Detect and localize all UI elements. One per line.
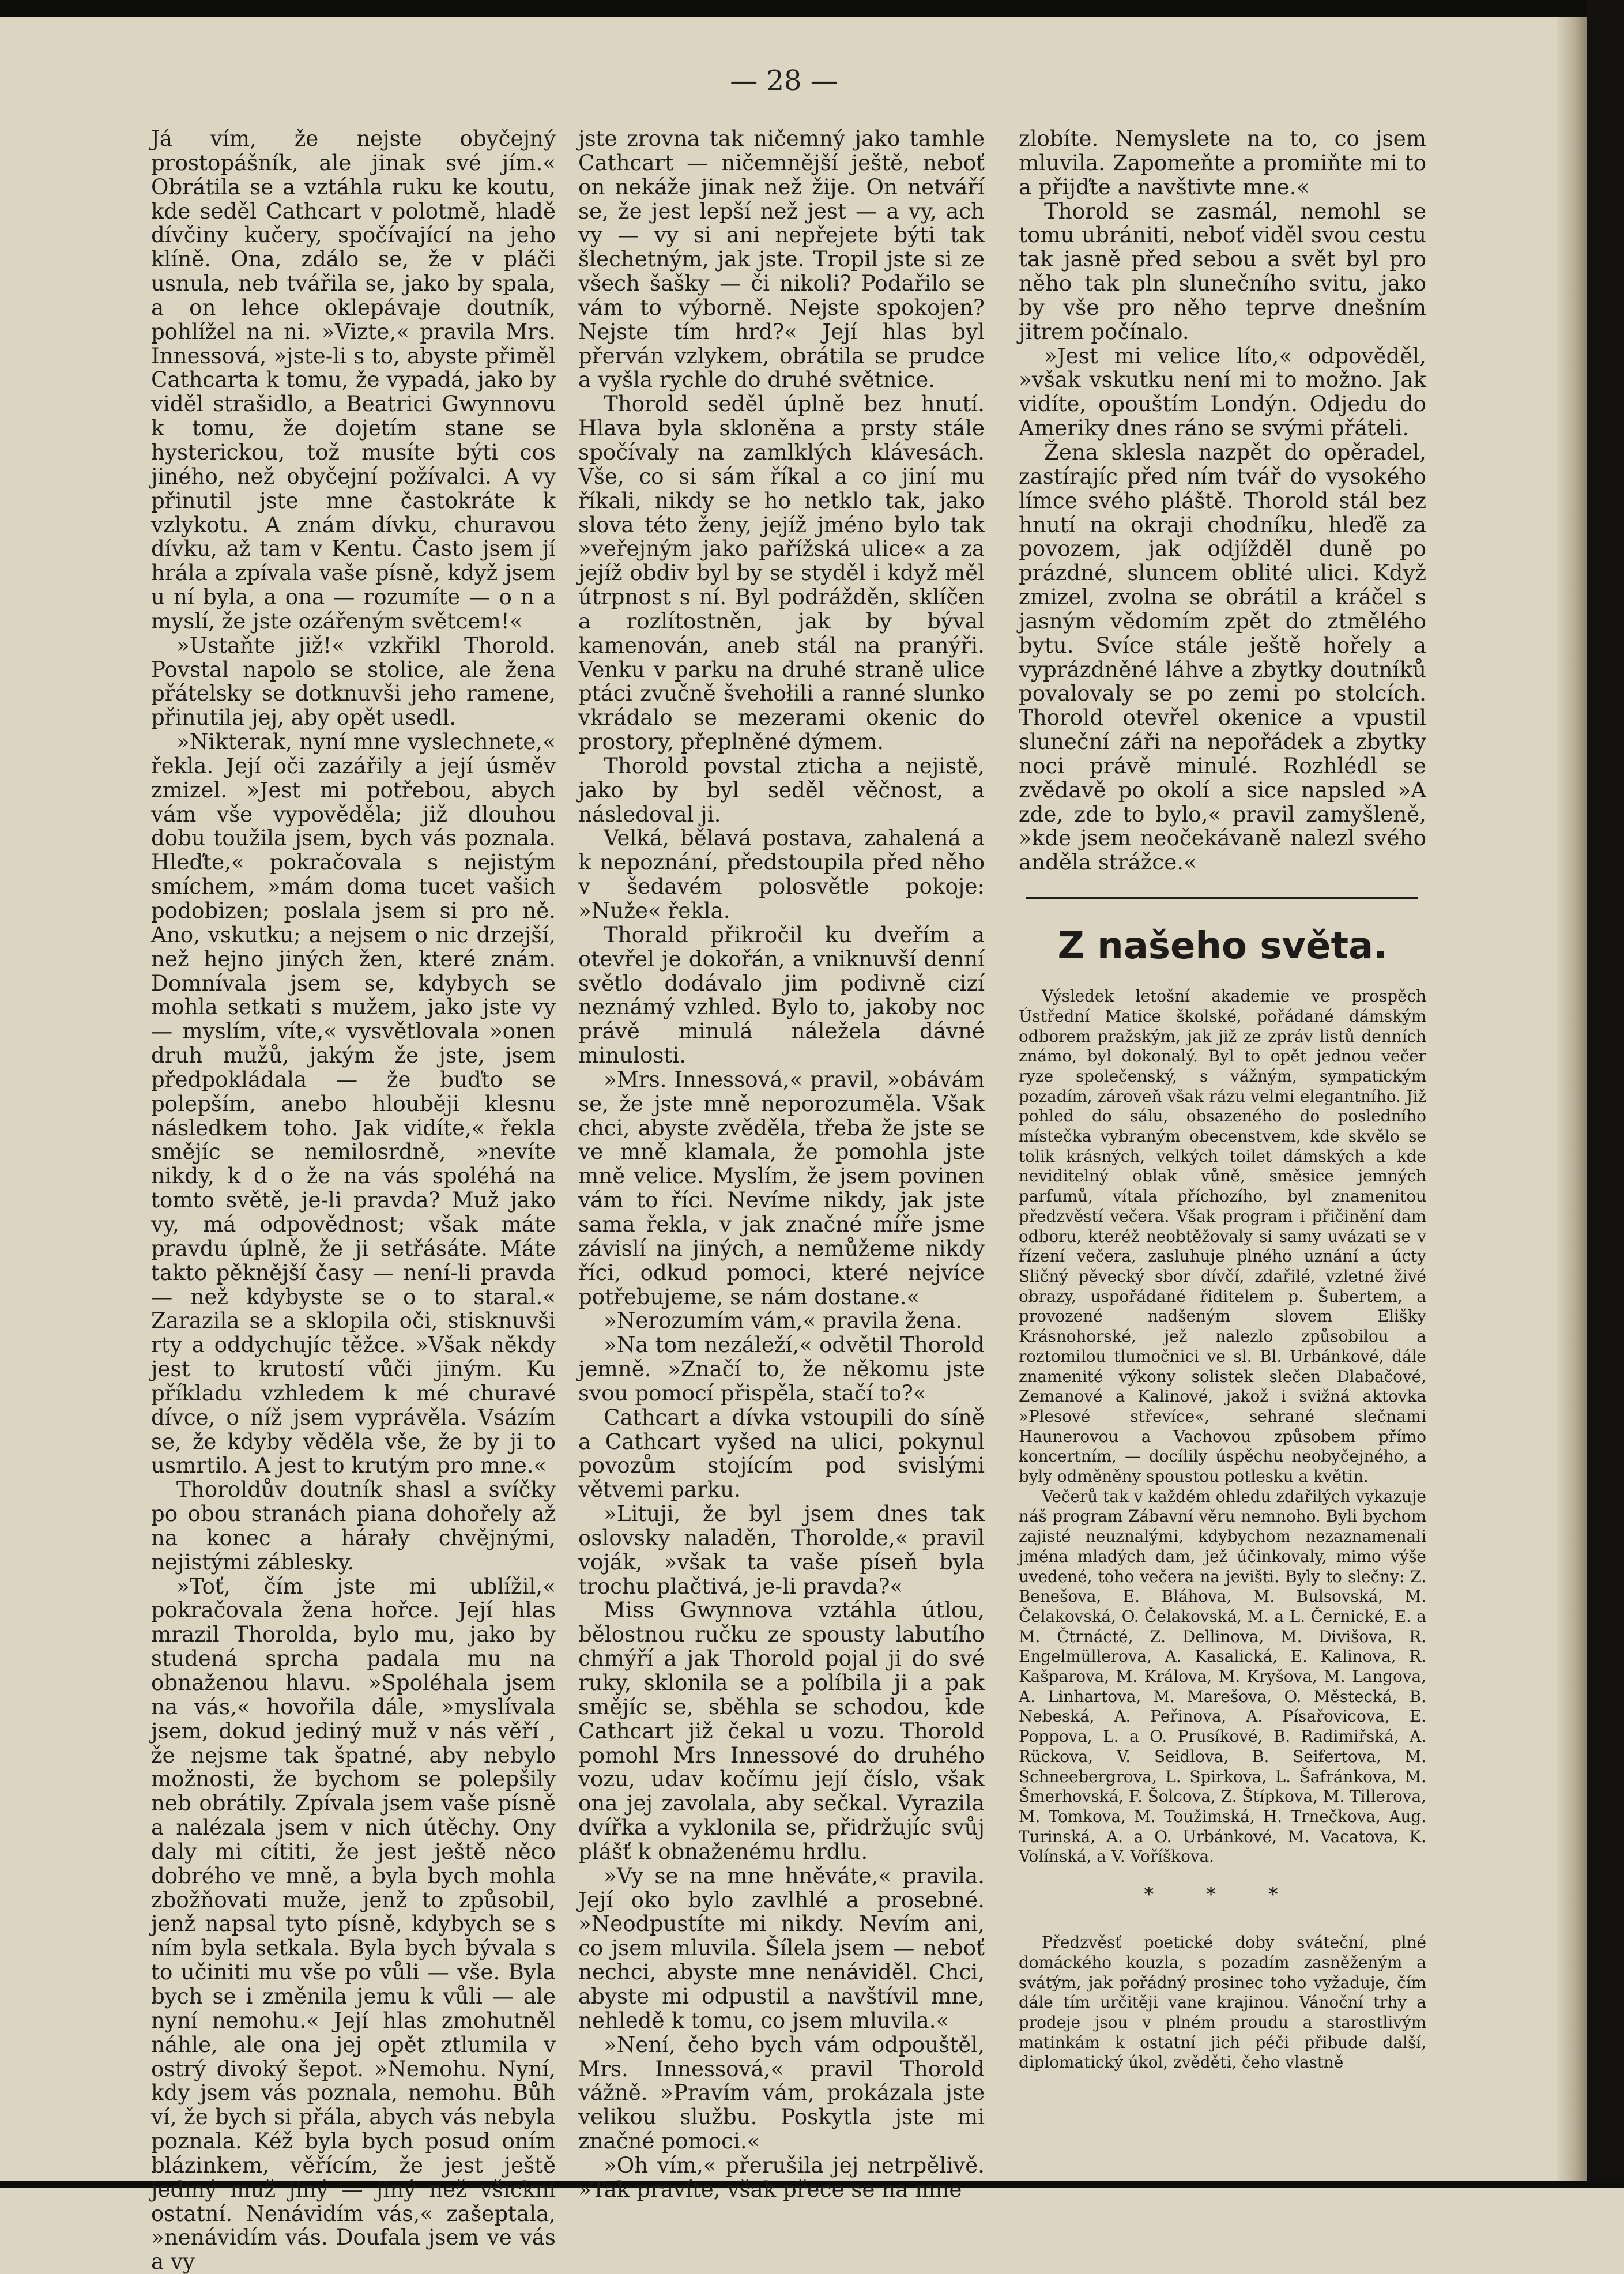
paragraph: Thoroldův doutník shasl a svíčky po obou stranách piana dohořely až na konec a hárały chvějnými, nejistými záblesky.	[151, 1477, 556, 1575]
paragraph: Žena sklesla nazpět do opěradel, zastírajíc před ním tvář do vysokého límce svého pláště. Thorold stál bez hnutí na okraji chodníku, hleďě za povozem, jak odjížděl duně po prázdné, sluncem oblité ulici. Když zmizel, zvolna se obrátil a kráčel s jasným vědomím zpět do ztmělého bytu. Svíce stále ještě hořely a vyprázdněné láhve a zbytky doutníků povalovaly se po zemi po stolcích. Thorold otevřel okenice a vpustil sluneční záři na nepořádek a zbytky noci právě minulé. Rozhlédl se zvědavě po okolí a sice napsled »A zde, zde to bylo,« pravil zamyšleně, »kde jsem neočekávaně nalezl svého anděla strážce.«	[1019, 439, 1426, 875]
paragraph: jste zrovna tak ničemný jako tamhle Cathcart — ničemnější ještě, neboť on nekáže jinak než žije. On netváří se, že jest lepší než jest — a vy, ach vy — vy si ani nepřejete býti tak šlechetným, jak jste. Tropil jste si ze všech šašky — či nikoli? Podařilo se vám to výborně. Nejste spokojen? Nejste tím hrd?« Její hlas byl přerván vzlykem, obrátila se prudce a vyšla rychle do druhé světnice.	[578, 126, 985, 393]
paragraph: Thorold povstal zticha a nejistě, jako by byl seděl věčnost, a následoval ji.	[578, 752, 985, 827]
asterism-separator: * * *	[1144, 1883, 1301, 1907]
section-body	[1019, 987, 1426, 2073]
page-number: — 28 —	[730, 65, 838, 97]
paragraph: Já vím, že nejste obyčejný prostopášník, ale jinak své jím.« Obrátila se a vztáhla ruku ke koutu, kde seděl Cathcart v polotmě, hladě dívčiny kučery, spočívající na jeho klíně. Ona, zdálo se, že v pláči usnula, neb tvářila se, jako by spala, a on lehce oklepávaje doutník, pohlížel na ni. »Vizte,« pravila Mrs. Innessová, »jste-li s to, abyste přiměl Cathcarta k tomu, že vypadá, jako by viděl strašidlo, a Beatrici Gwynnovu k tomu, že dojetím stane se hysterickou, tož musíte býti cos jiného, než obyčejní požívalci. A vy přinutil jste mne častokráte k vzlykotu. A znám dívku, churavou dívku, až tam v Kentu. Často jsem jí hrála a zpívala vaše písně, když jsem u ní byla, a ona — rozumíte — o n a myslí, že jste ozářeným světcem!«	[151, 126, 556, 634]
section-heading: Z našeho světa.	[1057, 925, 1388, 968]
scan-top-border	[0, 0, 1624, 17]
paragraph: Thorold seděl úplně bez hnutí. Hlava byla skloněna a prsty stále spočívaly na zamlklých klávesách. Vše, co si sám říkal a co jiní mu říkali, nikdy se ho netklo tak, jako slova této ženy, jejíž jméno bylo tak »veřejným jako pařížská ulice« a za jejíž obdiv byl by se styděl i když měl útrpnost s ní. Byl podrážděn, sklíčen a rozlítostněn, jak by býval kamenován, aneb stál na pranýři. Venku v parku na druhé straně ulice ptáci zvučně švehołili a ranné slunko vkrádalo se mezerami okenic do prostory, přeplněné dýmem.	[578, 391, 985, 755]
scan-right-border	[1587, 0, 1624, 2188]
paragraph: »Lituji, že byl jsem dnes tak oslovsky naladěn, Thorolde,« pravil voják, »však ta vaše píseň byla trochu plačtivá, je-li pravda?«	[578, 1501, 985, 1599]
paragraph: Výsledek letošní akademie ve prospěch Ústřední Matice školské, pořádané dámským odborem pražským, jak již ze zpráv listů denních známo, byl dokonalý. Byl to opět jednou večer ryze společenský, s vážným, sympatickým pozadím, zároveň však rázu velmi elegantního. Již pohled do sálu, obsazeného do posledního místečka vybraným obecenstvem, kde skvělo se tolik krásných, velkých toilet dámských a kde neviditelný oblak vůně, směsice jemných parfumů, vítala příchozího, byl znamenitou předzvěstí večera. Však program i přičinění dam odboru, kteréž neobtěžovaly si samy uvázati se v řízení večera, zasluhuje plného uznání a úcty Sličný pěvecký sbor dívčí, zdařilé, vzletné živé obrazy, uspořádané řiditelem p. Šubertem, a provozené nadšeným slovem Elišky Krásnohorské, jež nalezlo způsobilou a roztomilou tlumočnici ve sl. Bl. Urbánkové, dále znamenité výkony solistek slečen Dlabačové, Zemanové a Kalinové, jakož i svižná aktovka »Plesové střevíce«, sehrané slečnami Haunerovou a Vachovou způsobem přímo koncertním, — docílily úspěchu neobyčejného, a byly odměněny spoustou potlesku a květin.	[1019, 987, 1426, 1486]
page-binding-shadow	[1557, 17, 1587, 2181]
paragraph: Miss Gwynnova vztáhla útlou, bělostnou ručku ze spousty labutího chmýří a jak Thorold pojal ji do své ruky, sklonila se a políbila ji a pak smějíc se, sběhla se schodou, kde Cathcart již čekal u vozu. Thorold pomohl Mrs Innessové do druhého vozu, udav kočímu její číslo, však ona jej zavolala, aby sečkal. Vyrazila dvířka a vyklonila se, přidržujíc svůj plášť k obnaženému hrdlu.	[578, 1597, 985, 1864]
section-divider	[1026, 897, 1418, 899]
paragraph: Thorold se zasmál, nemohl se tomu ubrániti, neboť viděl svou cestu tak jasně před sebou a svět byl pro něho tak pln slunečního svitu, jako by vše pro něho teprve dnešním jitrem počínalo.	[1019, 198, 1426, 344]
paragraph: Večerů tak v každém ohledu zdařilých vykazuje náš program Zábavní věru nemnoho. Byli bychom zajisté neuznalými, kdybychom nezaznamenali jména mladých dam, jež účinkovaly, mimo výše uvedené, toho večera na jevišti. Byly to slečny: Z. Benešova, E. Bláhova, M. Bulsovská, M. Čelakovská, O. Čelakovská, M. a L. Černické, E. a M. Čtrnácté, Z. Dellinova, M. Divišova, R. Engelmüllerova, A. Kasalická, E. Kalinova, R. Kašparova, M. Králova, M. Kryšova, M. Langova, A. Linhartova, M. Marešova, O. Městecká, B. Nebeská, A. Peřinova, A. Písařovicova, E. Poppova, L. a O. Prusíkové, B. Radimiřská, A. Rückova, V. Seidlova, B. Seifertova, M. Schneebergrova, L. Spirkova, L. Šafránkova, M. Šmerhovská, F. Šolcova, Z. Štípkova, M. Tillerova, M. Tomkova, M. Toužimská, H. Trnečkova, Aug. Turinská, A. a O. Urbánkové, M. Vacatova, K. Volínská, a V. Voříškova.	[1019, 1486, 1426, 1866]
text-column-1	[151, 127, 556, 2274]
paragraph: »Vy se na mne hněváte,« pravila. Její oko bylo zavlhlé a prosebné. »Neodpustíte mi nikdy. Nevím ani, co jsem mluvila. Šílela jsem — neboť nechci, abyste mne nenáviděl. Chci, abyste mi odpustil a navštívil mne, nehledě k tomu, co jsem mluvila.«	[578, 1862, 985, 2033]
paragraph: »Nikterak, nyní mne vyslechnete,« řekla. Její oči zazářily a její úsměv zmizel. »Jest mi potřebou, abych vám vše vypověděla; již dlouhou dobu toužila jsem, bych vás poznala. Hleďte,« pokračovala s nejistým smíchem, »mám doma tucet vašich podobizen; poslala jsem si pro ně. Ano, vskutku; a nejsem o nic drzejší, než hejno jiných žen, které znám. Domnívala jsem se, kdybych se mohla setkati s mužem, jako jste vy — myslím, víte,« vysvětlovala »onen druh mužů, jakým že jste, jsem předpokládala — že buďto se polepším, anebo hlouběji klesnu následkem toho. Jak vidíte,« řekla smějíc se nemilosrdně, »nevíte nikdy, k d o že na vás spoléhá na tomto světě, je-li pravda? Muž jako vy, má odpovědnost; však máte pravdu úplně, že ji setřásáte. Máte takto pěknější časy — není-li pravda — než kdybyste se o to staral.« Zarazila se a sklopila oči, stisknuvši rty a oddychujíc těžce. »Však někdy jest to krutostí vůči jiným. Ku příkladu vzhledem k mé churavé dívce, o níž jsem vyprávěla. Vsázím se, že kdyby věděla vše, že by ji to usmrtilo. A jest to krutým pro mne.«	[151, 729, 556, 1478]
paragraph: »Toť, čím jste mi ublížil,« pokračovala žena hořce. Její hlas mrazil Thorolda, bylo mu, jako by studená sprcha padala mu na obnaženou hlavu. »Spoléhala jsem na vás,« hovořila dále, »myslívala jsem, dokud jediný muž v nás věří , že nejsme tak špatné, aby nebylo možnosti, že bychom se polepšily neb obrátily. Zpívala jsem vaše písně a nalézala jsem v nich útěchy. Ony daly mi cítiti, že jest ještě něco dobrého ve mně, a byla bych mohla zbožňovati muže, jenž to způsobil, jenž napsal tyto písně, kdybych se s ním byla setkala. Byla bych bývala s to učiniti mu vše po vůli — vše. Byla bych se i změnila jemu k vůli — ale nyní nemohu.« Její hlas zmohutněl náhle, ale ona jej opět ztlumila v ostrý divoký šepot. »Nemohu. Nyní, kdy jsem vás poznala, nemohu. Bůh ví, že bych si přála, abych vás nebyla poznala. Kéž byla bych posud oním blázinkem, věřícím, že jest ještě jediný muž jiný — jiný než všickni ostatní. Nenávidím vás,« zašeptala, »nenávidím vás. Doufala jsem ve vás a vy	[151, 1573, 556, 2274]
paragraph: »Jest mi velice líto,« odpověděl, »však vskutku není mi to možno. Jak vidíte, opouštím Londýn. Odjedu do Ameriky dnes ráno se svými přáteli.	[1019, 342, 1426, 441]
text-column-3	[1019, 127, 1426, 2073]
paragraph: zlobíte. Nemyslete na to, co jsem mluvila. Zapomeňte a promiňte mi to a přijďte a navštivte mne.«	[1019, 126, 1426, 199]
paragraph: »Oh vím,« přerušila jej netrpělivě. »Tak pravíte, však přece se na mne	[578, 2152, 985, 2202]
paragraph: »Ustaňte již!« vzkřikl Thorold. Povstal napolo se stolice, ale žena přátelsky se dotknuvši jeho ramene, přinutila jej, aby opět usedl.	[151, 632, 556, 731]
paragraph: »Mrs. Innessová,« pravil, »obávám se, že jste mně neporozuměla. Však chci, abyste zvěděla, třeba že jste se ve mně klamala, že pomohla jste mně velice. Myslím, že jsem povinen vám to říci. Nevíme nikdy, jak jste sama řekla, v jak značné míře jsme závislí na jiných, a nemůžeme nikdy říci, odkud pomoci, které nejvíce potřebujeme, se nám dostane.«	[578, 1066, 985, 1309]
text-column-2	[578, 127, 985, 2202]
paragraph: »Není, čeho bych vám odpouštěl, Mrs. Innessová,« pravil Thorold vážně. »Pravím vám, prokázala jste velikou službu. Poskytla jste mi značné pomoci.«	[578, 2031, 985, 2154]
paragraph: Thorald přikročil ku dveřím a otevřel je dokořán, a vniknuvší denní světlo dodávalo jim podivně cizí neznámý vzhled. Bylo to, jakoby noc právě minulá náležela dávné minulosti.	[578, 921, 985, 1068]
paragraph: Předzvěsť poetické doby sváteční, plné domáckého kouzla, s pozadím zasněženým a svátým, jak pořádný prosinec toho vyžaduje, čím dále tím určitěji vane krajinou. Vánoční trhy a prodeje jsou v plném proudu a starostlivým matinkám k ostatní jich péči přibude další, diplomatický úkol, zvěděti, čeho vlastně	[1019, 1933, 1426, 2072]
paragraph: Cathcart a dívka vstoupili do síně a Cathcart vyšed na ulici, pokynul povozům stojícím pod svislými větvemi parku.	[578, 1404, 985, 1503]
paragraph: »Na tom nezáleží,« odvětil Thorold jemně. »Značí to, že někomu jste svou pomocí přispěla, stačí to?«	[578, 1332, 985, 1406]
paragraph: Velká, bělavá postava, zahalená a k nepoznání, předstoupila před něho v šedavém polosvětle pokoje: »Nuže« řekla.	[578, 825, 985, 923]
paragraph: »Nerozumím vám,« pravila žena.	[604, 1308, 963, 1334]
